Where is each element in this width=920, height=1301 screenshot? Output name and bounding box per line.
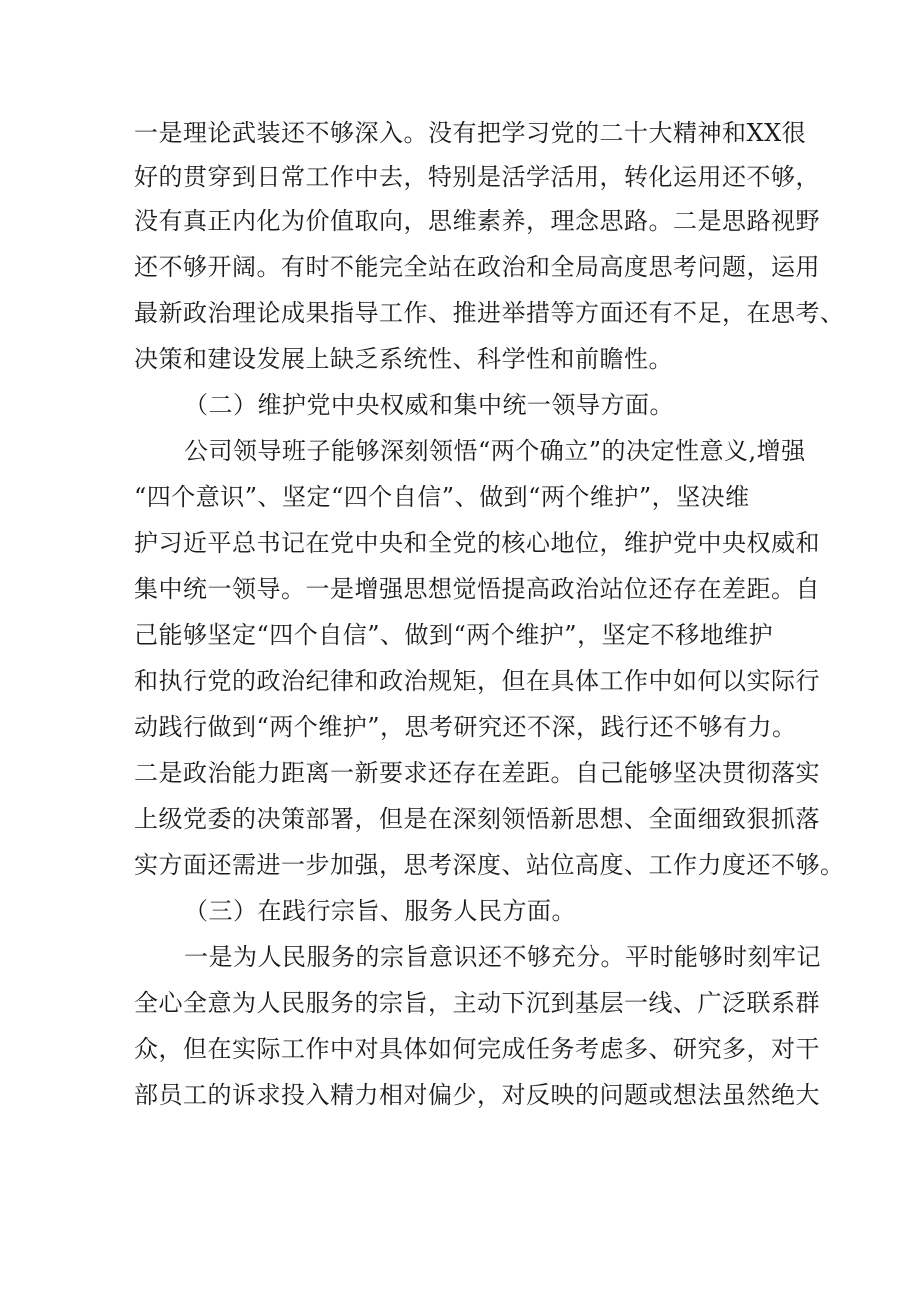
- paragraph-line: 还不够开阔。有时不能完全站在政治和全局高度思考问题，运用: [134, 253, 820, 281]
- paragraph-line: 部员工的诉求投入精力相对偏少，对反映的问题或想法虽然绝大: [134, 1081, 820, 1109]
- section-heading-3: （三）在践行宗旨、服务人民方面。: [184, 897, 576, 925]
- paragraph-line: 一是理论武装还不够深入。没有把学习党的二十大精神和XX很: [134, 119, 807, 147]
- paragraph-line: 和执行党的政治纪律和政治规矩，但在具体工作中如何以实际行: [134, 667, 820, 695]
- paragraph-line: 决策和建设发展上缺乏系统性、科学性和前瞻性。: [134, 345, 673, 373]
- paragraph-line: 上级党委的决策部署，但是在深刻领悟新思想、全面细致狠抓落: [134, 805, 820, 833]
- paragraph-line: 公司领导班子能够深刻领悟“两个确立”的决定性意义,增强: [184, 437, 806, 465]
- paragraph-line: 实方面还需进一步加强，思考深度、站位高度、工作力度还不够。: [134, 851, 845, 879]
- paragraph-line: 全心全意为人民服务的宗旨，主动下沉到基层一线、广泛联系群: [134, 989, 820, 1017]
- paragraph-line: 动践行做到“两个维护”，思考研究还不深，践行还不够有力。: [134, 713, 797, 741]
- paragraph-line: 己能够坚定“四个自信”、做到“两个维护”，坚定不移地维护: [134, 621, 774, 649]
- paragraph-line: 二是政治能力距离一新要求还存在差距。自己能够坚决贯彻落实: [134, 759, 820, 787]
- paragraph-line: 护习近平总书记在党中央和全党的核心地位，维护党中央权威和: [134, 529, 820, 557]
- section-heading-2: （二）维护党中央权威和集中统一领导方面。: [184, 391, 674, 419]
- paragraph-line: 最新政治理论成果指导工作、推进举措等方面还有不足，在思考、: [134, 299, 845, 327]
- paragraph-line: 没有真正内化为价值取向，思维素养，理念思路。二是思路视野: [134, 207, 820, 235]
- paragraph-line: 好的贯穿到日常工作中去，特别是活学活用，转化运用还不够，: [134, 163, 820, 191]
- paragraph-line: 一是为人民服务的宗旨意识还不够充分。平时能够时刻牢记: [184, 943, 821, 971]
- paragraph-line: “四个意识”、坚定“四个自信”、做到“两个维护”，坚决维: [134, 483, 750, 511]
- paragraph-line: 众，但在实际工作中对具体如何完成任务考虑多、研究多，对干: [134, 1035, 820, 1063]
- paragraph-line: 集中统一领导。一是增强思想觉悟提高政治站位还存在差距。自: [134, 575, 820, 603]
